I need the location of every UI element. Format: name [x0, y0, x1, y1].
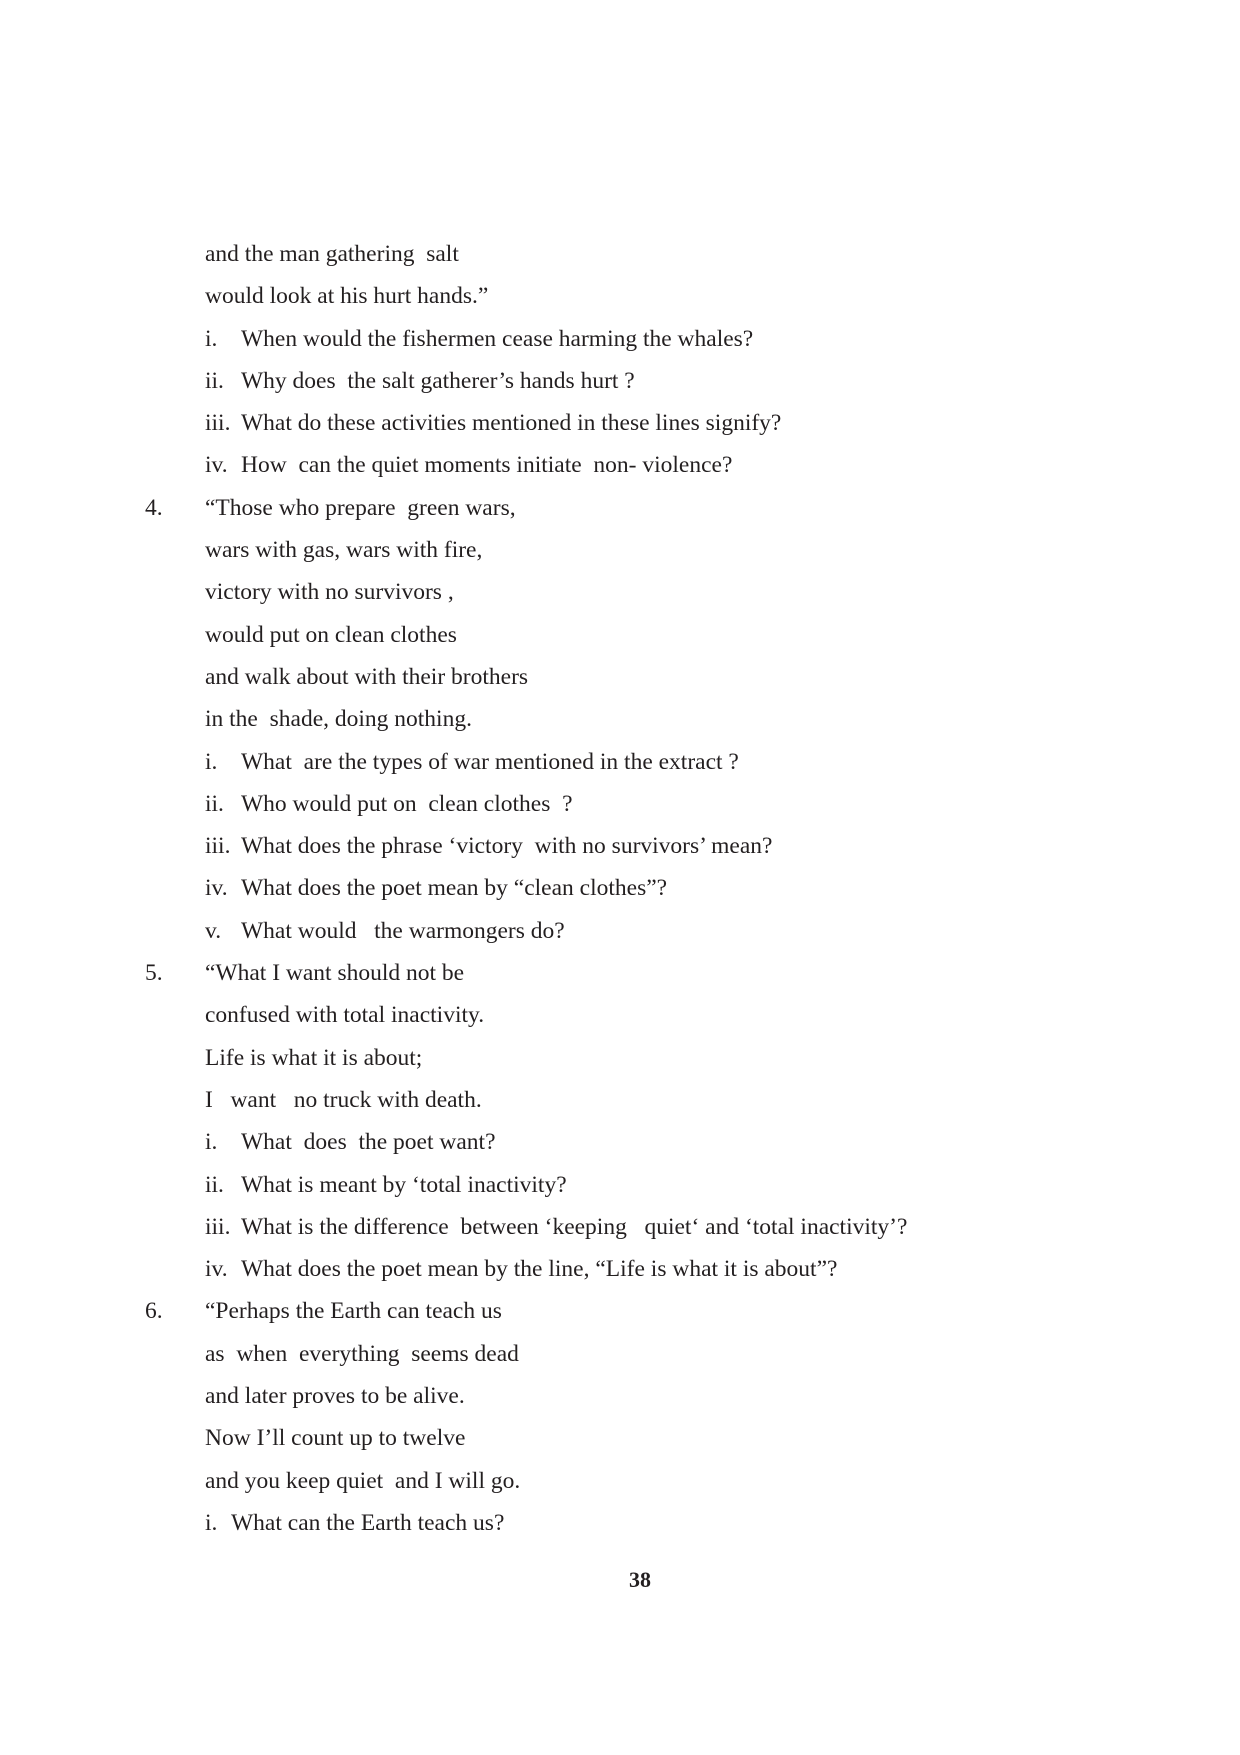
verse-line: Life is what it is about;	[205, 1044, 423, 1071]
verse-line-row	[0, 275, 1240, 317]
sub-question-text: What does the poet want?	[241, 1129, 496, 1156]
sub-question-numeral: i.	[205, 748, 218, 775]
sub-question-text: What do these activities mentioned in these lines signify?	[241, 410, 782, 437]
sub-question	[0, 1206, 1240, 1248]
verse-line-row	[0, 233, 1240, 275]
sub-question-numeral: ii.	[205, 790, 224, 817]
sub-question-numeral: i.	[205, 325, 218, 352]
verse-line: as when everything seems dead	[205, 1340, 519, 1367]
sub-question-text: What does the poet mean by “clean clothes”?	[241, 875, 668, 902]
verse-line: victory with no survivors ,	[205, 579, 454, 606]
sub-question-text: What would the warmongers do?	[241, 917, 565, 944]
verse-line-row	[0, 1079, 1240, 1121]
sub-question	[0, 1121, 1240, 1163]
verse-line-row	[0, 1037, 1240, 1079]
sub-question	[0, 1248, 1240, 1290]
sub-question-numeral: iii.	[205, 410, 231, 437]
verse-line-row	[0, 529, 1240, 571]
sub-question-text: How can the quiet moments initiate non- violence?	[241, 452, 733, 479]
verse-line-row	[0, 656, 1240, 698]
sub-question-text: What are the types of war mentioned in the extract ?	[241, 748, 739, 775]
sub-question	[0, 318, 1240, 360]
verse-line-row	[0, 1375, 1240, 1417]
sub-question-numeral: i.	[205, 1129, 218, 1156]
sub-question-numeral: iv.	[205, 875, 228, 902]
sub-question-numeral: v.	[205, 917, 222, 944]
sub-question	[0, 910, 1240, 952]
sub-question-text: What is the difference between ‘keeping quiet‘ and ‘total inactivity’?	[241, 1213, 908, 1240]
question-list	[0, 233, 1240, 1544]
sub-question	[0, 867, 1240, 909]
question-first-line	[0, 487, 1240, 529]
verse-line-row	[0, 698, 1240, 740]
verse-line: and the man gathering salt	[205, 241, 459, 267]
verse-line: would look at his hurt hands.”	[205, 283, 489, 310]
verse-line-row	[0, 571, 1240, 613]
sub-question-text: What does the poet mean by the line, “Life is what it is about”?	[241, 1256, 838, 1283]
sub-question	[0, 783, 1240, 825]
verse-line-row	[0, 1460, 1240, 1502]
sub-question-numeral: i.	[205, 1509, 218, 1536]
sub-question	[0, 1502, 1240, 1544]
verse-line-row	[0, 1333, 1240, 1375]
verse-line: and you keep quiet and I will go.	[205, 1467, 521, 1494]
verse-line: in the shade, doing nothing.	[205, 706, 472, 733]
sub-question-numeral: ii.	[205, 367, 224, 394]
sub-question-text: Who would put on clean clothes ?	[241, 790, 573, 817]
sub-question	[0, 402, 1240, 444]
sub-question-text: When would the fishermen cease harming the whales?	[241, 325, 754, 352]
sub-question-text: What does the phrase ‘victory with no survivors’ mean?	[241, 833, 773, 860]
sub-question-text: What is meant by ‘total inactivity?	[241, 1171, 567, 1198]
sub-question-numeral: iii.	[205, 833, 231, 860]
sub-question	[0, 444, 1240, 486]
verse-line: “Perhaps the Earth can teach us	[205, 1298, 502, 1325]
verse-line-row	[0, 994, 1240, 1036]
sub-question	[0, 360, 1240, 402]
page-number: 38	[629, 1567, 651, 1592]
sub-question-numeral: iv.	[205, 452, 228, 479]
question-first-line	[0, 1290, 1240, 1332]
verse-line: confused with total inactivity.	[205, 1002, 485, 1029]
question-first-line	[0, 952, 1240, 994]
verse-line: I want no truck with death.	[205, 1086, 482, 1113]
question-number: 6.	[145, 1298, 163, 1325]
verse-line-row	[0, 614, 1240, 656]
verse-line: and later proves to be alive.	[205, 1383, 465, 1410]
question-number: 4.	[145, 494, 163, 521]
verse-line: “Those who prepare green wars,	[205, 494, 516, 521]
verse-line: would put on clean clothes	[205, 621, 457, 648]
sub-question	[0, 1164, 1240, 1206]
verse-line: wars with gas, wars with fire,	[205, 537, 483, 564]
verse-line: Now I’ll count up to twelve	[205, 1425, 466, 1452]
verse-line: and walk about with their brothers	[205, 663, 529, 690]
sub-question	[0, 741, 1240, 783]
sub-question-text: Why does the salt gatherer’s hands hurt ?	[241, 367, 635, 394]
verse-line-row	[0, 1417, 1240, 1459]
verse-line: “What I want should not be	[205, 960, 465, 987]
sub-question-numeral: iv.	[205, 1256, 228, 1283]
sub-question-numeral: ii.	[205, 1171, 224, 1198]
sub-question	[0, 825, 1240, 867]
question-number: 5.	[145, 960, 163, 987]
sub-question-numeral: iii.	[205, 1213, 231, 1240]
sub-question-text: What can the Earth teach us?	[231, 1509, 505, 1536]
